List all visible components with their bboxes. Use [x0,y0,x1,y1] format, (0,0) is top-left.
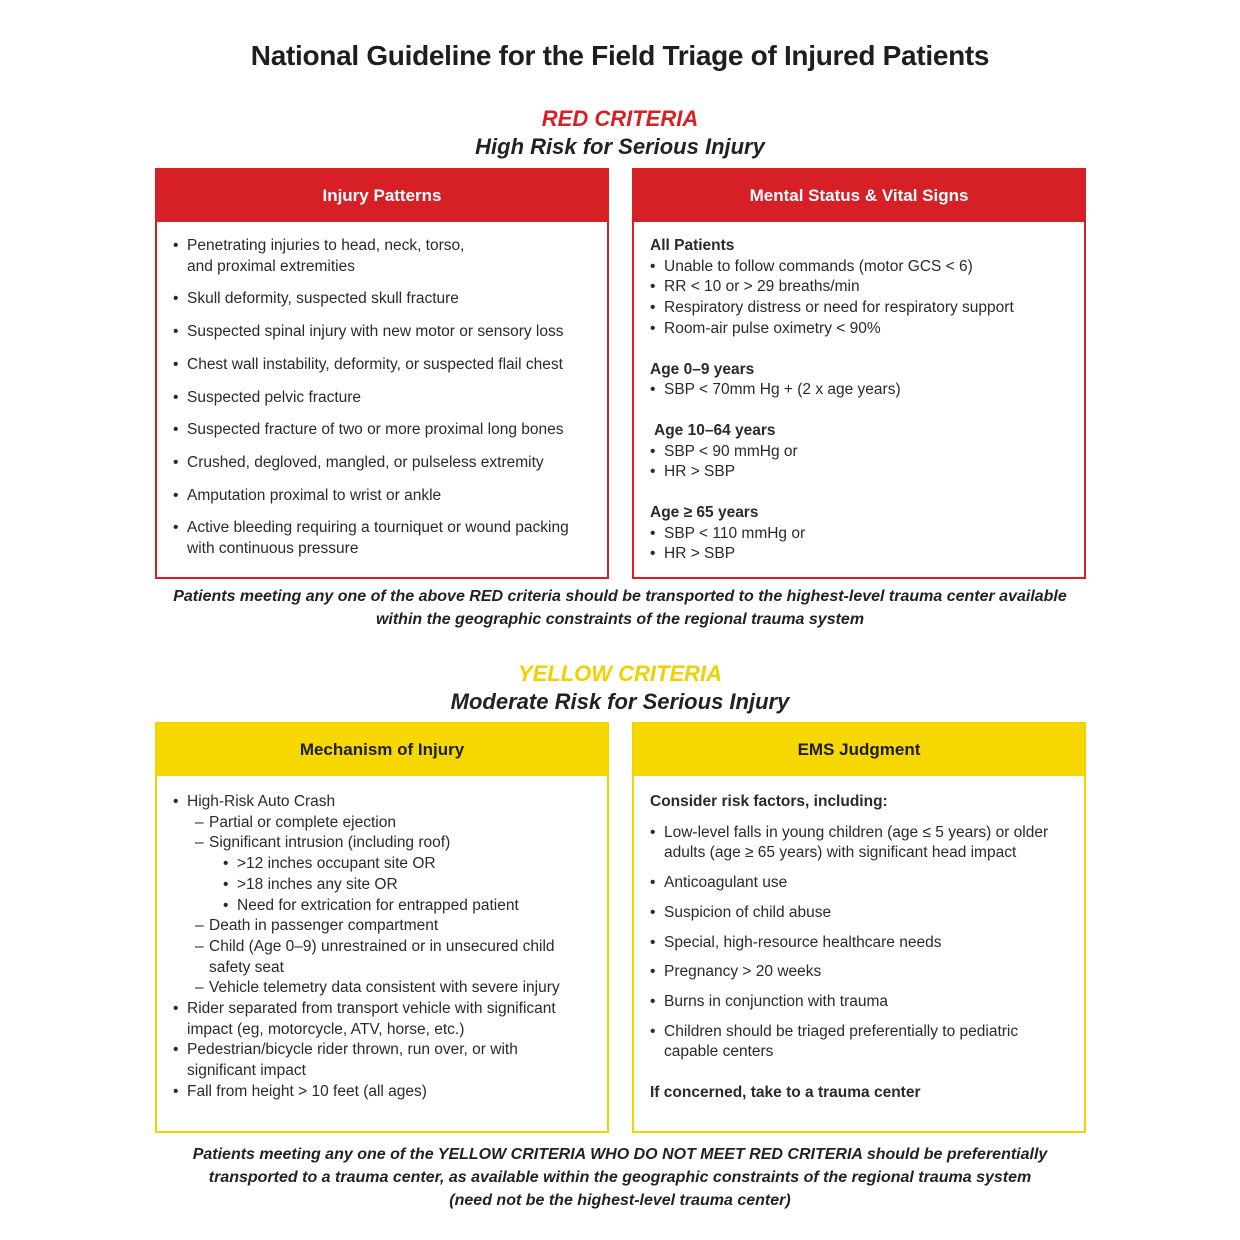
list-item: – Child (Age 0–9) unrestrained or in unsecured child safety seat [195,937,597,978]
list-item: • Suspicion of child abuse [650,903,1074,924]
yellow-footnote: Patients meeting any one of the YELLOW CRITERIA WHO DO NOT MEET RED CRITERIA should be preferentially transported to a trauma center, as available within the geographic constraints of the regional trauma system (need not be the highest-level trauma center) [192,1146,1048,1209]
list-item: • Active bleeding requiring a tourniquet or wound packing with continuous pressure [173,518,597,559]
injury-patterns-box [155,168,609,579]
list-item: – Significant intrusion (including roof) • >12 inches occupant site OR • >18 inches any site OR • Need for extrication for entrapped patient [195,833,597,916]
list-item: • Burns in conjunction with trauma [650,992,1074,1013]
mechanism-box [155,722,609,1133]
injury-patterns-header: Injury Patterns [157,170,607,222]
page-title: National Guideline for the Field Triage of Injured Patients [250,40,990,71]
list-item: • Rider separated from transport vehicle with significant impact (eg, motorcycle, ATV, horse, etc.) [173,999,597,1040]
list-item: • Penetrating injuries to head, neck, torso, and proximal extremities [173,236,597,277]
list-item: • Special, high-resource healthcare needs [650,933,1074,954]
yellow-criteria-title: YELLOW CRITERIA [517,661,723,686]
list-item: • HR > SBP [650,462,1074,483]
list-item: • High-Risk Auto Crash – Partial or complete ejection – Significant intrusion (including roof) • >12 inches occupant site OR • >18 inches any site OR • Need for extrication for entrapped patient – Death in passenger compartment – Child (Age 0–9) unrestrained or in unsecured child safety seat – Vehicle telemetry data consistent with severe injury [173,792,597,999]
group-heading: Age ≥ 65 years [650,504,759,522]
intrusion-sublist [209,854,597,916]
list-item: • Unable to follow commands (motor GCS < 6) [650,257,1074,278]
list-item: • Chest wall instability, deformity, or suspected flail chest [173,355,597,376]
auto-crash-sublist [187,813,597,999]
list-item: • RR < 10 or > 29 breaths/min [650,277,1074,298]
list-item: • Suspected spinal injury with new motor or sensory loss [173,322,597,343]
ems-closing: If concerned, take to a trauma center [650,1084,921,1102]
list-item: • >12 inches occupant site OR [223,854,597,875]
ems-judgment-header: EMS Judgment [634,724,1084,776]
list-item: – Partial or complete ejection [195,813,597,834]
list-item: • Respiratory distress or need for respiratory support [650,298,1074,319]
list-item: – Death in passenger compartment [195,916,597,937]
ems-intro: Consider risk factors, including: [650,793,888,810]
mechanism-list [173,792,597,1103]
mechanism-header: Mechanism of Injury [157,724,607,776]
list-item: • Fall from height > 10 feet (all ages) [173,1082,597,1103]
group-heading: Age 10–64 years [654,421,776,439]
red-criteria-subtitle: High Risk for Serious Injury [475,134,765,159]
list-item: • SBP < 70mm Hg + (2 x age years) [650,380,1074,401]
ems-judgment-box [632,722,1086,1133]
list-item: • Low-level falls in young children (age ≤ 5 years) or older adults (age ≥ 65 years) with significant head impact [650,823,1074,864]
yellow-criteria-subtitle: Moderate Risk for Serious Injury [450,689,790,714]
list-item: • Anticoagulant use [650,873,1074,894]
list-item: • Skull deformity, suspected skull fracture [173,289,597,310]
list-item: • Room-air pulse oximetry < 90% [650,319,1074,340]
ems-list [650,823,1074,1063]
list-item: • Children should be triaged preferentially to pediatric capable centers [650,1022,1074,1063]
age-10-64-list [650,442,1074,483]
red-criteria-title: RED CRITERIA [541,106,699,131]
all-patients-list [650,257,1074,340]
group-heading: All Patients [650,237,735,254]
age-65-list [650,524,1074,565]
mental-status-box [632,168,1086,579]
mental-status-header: Mental Status & Vital Signs [634,170,1084,222]
list-item: • SBP < 90 mmHg or [650,442,1074,463]
age-0-9-list [650,380,1074,401]
list-item: • Need for extrication for entrapped patient [223,896,597,917]
list-item: • SBP < 110 mmHg or [650,524,1074,545]
list-item: • >18 inches any site OR [223,875,597,896]
list-item: – Vehicle telemetry data consistent with severe injury [195,978,597,999]
list-item: • Amputation proximal to wrist or ankle [173,486,597,507]
list-item: • Suspected pelvic fracture [173,388,597,409]
list-item: • Pregnancy > 20 weeks [650,962,1074,983]
injury-patterns-list [173,236,597,560]
list-item: • HR > SBP [650,544,1074,565]
list-item: • Crushed, degloved, mangled, or pulseless extremity [173,453,597,474]
group-heading: Age 0–9 years [650,360,755,378]
red-footnote: Patients meeting any one of the above RED criteria should be transported to the highest-level trauma center available within the geographic constraints of the regional trauma system [173,588,1067,628]
list-item: • Suspected fracture of two or more proximal long bones [173,420,597,441]
list-item: • Pedestrian/bicycle rider thrown, run over, or with significant impact [173,1040,597,1081]
